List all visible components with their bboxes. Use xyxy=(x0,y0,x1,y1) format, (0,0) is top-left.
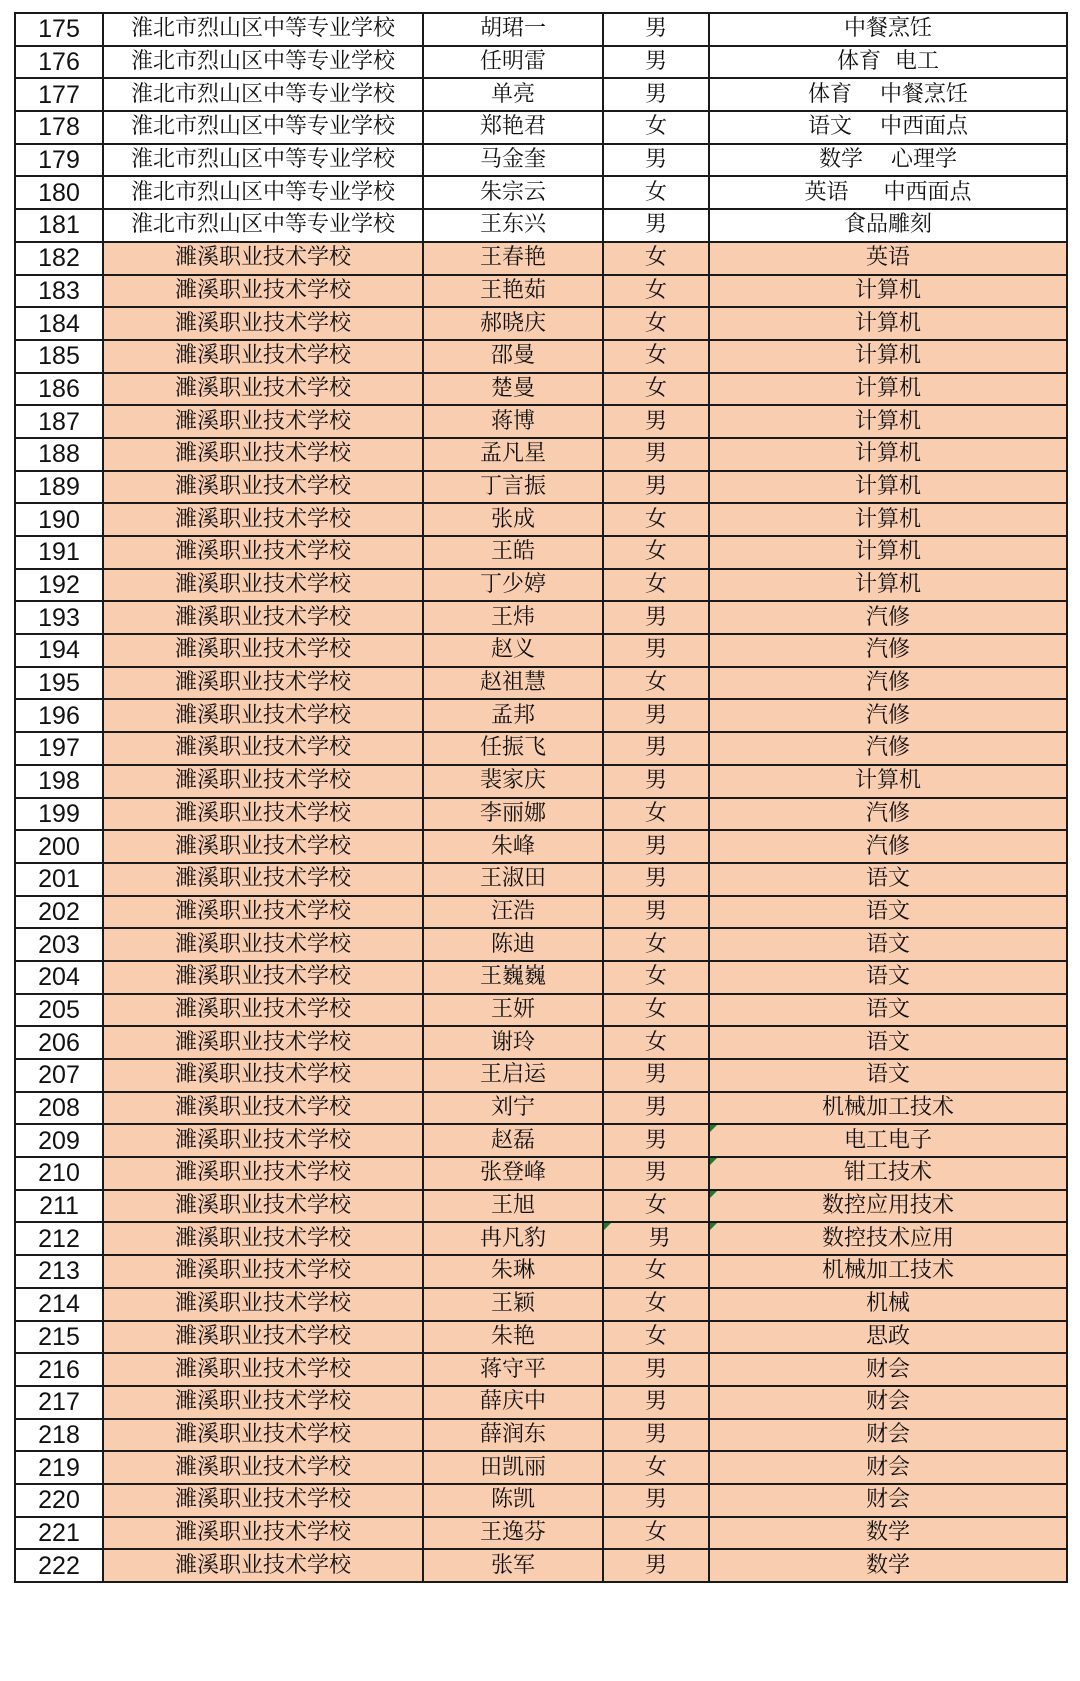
cell-gender[interactable]: 女 xyxy=(603,569,709,602)
cell-name[interactable]: 朱艳 xyxy=(423,1321,603,1354)
cell-school[interactable]: 濉溪职业技术学校 xyxy=(103,1092,423,1125)
table-row xyxy=(15,1092,1067,1125)
cell-school[interactable]: 淮北市烈山区中等专业学校 xyxy=(103,209,423,242)
cell-name[interactable]: 任振飞 xyxy=(423,732,603,765)
cell-subject[interactable]: 数学 xyxy=(709,1517,1067,1550)
cell-name[interactable]: 王炜 xyxy=(423,601,603,634)
table-row xyxy=(15,1386,1067,1419)
cell-name[interactable]: 丁言振 xyxy=(423,471,603,504)
table-row xyxy=(15,242,1067,275)
table-row xyxy=(15,798,1067,831)
cell-row-number[interactable]: 176 xyxy=(15,46,103,79)
table-row xyxy=(15,340,1067,373)
cell-row-number[interactable]: 200 xyxy=(15,830,103,863)
table-row xyxy=(15,699,1067,732)
cell-subject[interactable]: 机械加工技术 xyxy=(709,1092,1067,1125)
cell-row-number[interactable]: 183 xyxy=(15,275,103,308)
cell-subject[interactable]: 汽修 xyxy=(709,699,1067,732)
cell-row-number[interactable]: 185 xyxy=(15,340,103,373)
cell-subject[interactable]: 机械加工技术 xyxy=(709,1255,1067,1288)
cell-subject[interactable]: 汽修 xyxy=(709,798,1067,831)
cell-school[interactable]: 淮北市烈山区中等专业学校 xyxy=(103,13,423,46)
cell-row-number[interactable]: 179 xyxy=(15,144,103,177)
cell-row-number[interactable]: 195 xyxy=(15,667,103,700)
cell-school[interactable]: 濉溪职业技术学校 xyxy=(103,536,423,569)
cell-subject[interactable]: 电工电子 xyxy=(709,1124,1067,1157)
cell-name[interactable]: 王淑田 xyxy=(423,863,603,896)
cell-subject[interactable]: 汽修 xyxy=(709,732,1067,765)
cell-gender[interactable]: 男 xyxy=(603,863,709,896)
cell-row-number[interactable]: 196 xyxy=(15,699,103,732)
cell-name[interactable]: 薛庆中 xyxy=(423,1386,603,1419)
cell-name[interactable]: 丁少婷 xyxy=(423,569,603,602)
cell-school[interactable]: 濉溪职业技术学校 xyxy=(103,961,423,994)
cell-subject[interactable]: 计算机 xyxy=(709,471,1067,504)
cell-name[interactable]: 薛润东 xyxy=(423,1419,603,1452)
cell-gender[interactable]: 女 xyxy=(603,1517,709,1550)
cell-subject[interactable]: 机械 xyxy=(709,1288,1067,1321)
cell-gender[interactable]: 女 xyxy=(603,1451,709,1484)
cell-gender[interactable]: 男 xyxy=(603,1419,709,1452)
cell-name[interactable]: 郑艳君 xyxy=(423,111,603,144)
cell-school[interactable]: 濉溪职业技术学校 xyxy=(103,863,423,896)
cell-row-number[interactable]: 201 xyxy=(15,863,103,896)
table-row xyxy=(15,275,1067,308)
cell-name[interactable]: 张军 xyxy=(423,1549,603,1582)
cell-subject[interactable]: 数学 心理学 xyxy=(709,144,1067,177)
cell-subject[interactable]: 中餐烹饪 xyxy=(709,13,1067,46)
cell-school[interactable]: 濉溪职业技术学校 xyxy=(103,798,423,831)
cell-school[interactable]: 濉溪职业技术学校 xyxy=(103,471,423,504)
cell-subject[interactable]: 计算机 xyxy=(709,438,1067,471)
cell-subject[interactable]: 计算机 xyxy=(709,405,1067,438)
cell-school[interactable]: 濉溪职业技术学校 xyxy=(103,438,423,471)
table-row xyxy=(15,46,1067,79)
cell-row-number[interactable]: 190 xyxy=(15,503,103,536)
cell-name[interactable]: 张登峰 xyxy=(423,1157,603,1190)
cell-row-number[interactable]: 208 xyxy=(15,1092,103,1125)
cell-row-number[interactable]: 215 xyxy=(15,1321,103,1354)
cell-subject[interactable]: 语文 xyxy=(709,1059,1067,1092)
table-row xyxy=(15,405,1067,438)
cell-subject[interactable]: 财会 xyxy=(709,1353,1067,1386)
cell-gender[interactable]: 女 xyxy=(603,1255,709,1288)
cell-row-number[interactable]: 219 xyxy=(15,1451,103,1484)
cell-subject[interactable]: 计算机 xyxy=(709,569,1067,602)
cell-name[interactable]: 陈凯 xyxy=(423,1484,603,1517)
cell-subject[interactable]: 汽修 xyxy=(709,830,1067,863)
table-row xyxy=(15,176,1067,209)
cell-school[interactable]: 淮北市烈山区中等专业学校 xyxy=(103,111,423,144)
table-row xyxy=(15,373,1067,406)
table-row xyxy=(15,1321,1067,1354)
table-row xyxy=(15,209,1067,242)
cell-gender[interactable]: 女 xyxy=(603,176,709,209)
cell-gender[interactable]: 男 xyxy=(603,1386,709,1419)
cell-row-number[interactable]: 212 xyxy=(15,1222,103,1255)
cell-school[interactable]: 濉溪职业技术学校 xyxy=(103,373,423,406)
cell-subject[interactable]: 语文 xyxy=(709,928,1067,961)
cell-gender[interactable]: 男 xyxy=(603,896,709,929)
cell-subject[interactable]: 思政 xyxy=(709,1321,1067,1354)
cell-row-number[interactable]: 191 xyxy=(15,536,103,569)
cell-name[interactable]: 朱峰 xyxy=(423,830,603,863)
cell-subject[interactable]: 数学 xyxy=(709,1549,1067,1582)
cell-name[interactable]: 张成 xyxy=(423,503,603,536)
cell-row-number[interactable]: 187 xyxy=(15,405,103,438)
cell-subject[interactable]: 计算机 xyxy=(709,275,1067,308)
cell-name[interactable]: 孟凡星 xyxy=(423,438,603,471)
cell-subject[interactable]: 食品雕刻 xyxy=(709,209,1067,242)
cell-row-number[interactable]: 175 xyxy=(15,13,103,46)
cell-row-number[interactable]: 203 xyxy=(15,928,103,961)
cell-school[interactable]: 淮北市烈山区中等专业学校 xyxy=(103,176,423,209)
cell-row-number[interactable]: 204 xyxy=(15,961,103,994)
table-row xyxy=(15,1124,1067,1157)
cell-school[interactable]: 濉溪职业技术学校 xyxy=(103,242,423,275)
roster-table-body xyxy=(15,13,1067,1582)
cell-row-number[interactable]: 220 xyxy=(15,1484,103,1517)
cell-row-number[interactable]: 207 xyxy=(15,1059,103,1092)
cell-gender[interactable]: 女 xyxy=(603,928,709,961)
cell-row-number[interactable]: 213 xyxy=(15,1255,103,1288)
cell-name[interactable]: 王妍 xyxy=(423,994,603,1027)
cell-gender[interactable]: 女 xyxy=(603,1190,709,1223)
cell-name[interactable]: 邵曼 xyxy=(423,340,603,373)
cell-subject[interactable]: 语文 xyxy=(709,994,1067,1027)
table-row xyxy=(15,1059,1067,1092)
cell-row-number[interactable]: 182 xyxy=(15,242,103,275)
cell-school[interactable]: 濉溪职业技术学校 xyxy=(103,601,423,634)
cell-subject[interactable]: 计算机 xyxy=(709,373,1067,406)
cell-school[interactable]: 濉溪职业技术学校 xyxy=(103,1059,423,1092)
cell-school[interactable]: 濉溪职业技术学校 xyxy=(103,667,423,700)
cell-school[interactable]: 濉溪职业技术学校 xyxy=(103,1157,423,1190)
cell-name[interactable]: 郝晓庆 xyxy=(423,307,603,340)
cell-school[interactable]: 濉溪职业技术学校 xyxy=(103,765,423,798)
table-row xyxy=(15,111,1067,144)
cell-name[interactable]: 赵义 xyxy=(423,634,603,667)
cell-school[interactable]: 濉溪职业技术学校 xyxy=(103,307,423,340)
cell-row-number[interactable]: 199 xyxy=(15,798,103,831)
cell-name[interactable]: 陈迪 xyxy=(423,928,603,961)
table-row xyxy=(15,601,1067,634)
cell-row-number[interactable]: 186 xyxy=(15,373,103,406)
cell-gender[interactable]: 女 xyxy=(603,536,709,569)
cell-name[interactable]: 李丽娜 xyxy=(423,798,603,831)
cell-school[interactable]: 濉溪职业技术学校 xyxy=(103,1288,423,1321)
cell-school[interactable]: 濉溪职业技术学校 xyxy=(103,1026,423,1059)
cell-name[interactable]: 蒋博 xyxy=(423,405,603,438)
roster-table xyxy=(14,12,1068,1583)
cell-gender[interactable]: 女 xyxy=(603,373,709,406)
table-row xyxy=(15,307,1067,340)
cell-name[interactable]: 蒋守平 xyxy=(423,1353,603,1386)
cell-school[interactable]: 濉溪职业技术学校 xyxy=(103,928,423,961)
cell-gender[interactable]: 男 xyxy=(603,46,709,79)
table-row xyxy=(15,961,1067,994)
cell-gender[interactable]: 男 xyxy=(603,634,709,667)
cell-gender[interactable]: 女 xyxy=(603,667,709,700)
cell-school[interactable]: 濉溪职业技术学校 xyxy=(103,1419,423,1452)
cell-name[interactable]: 王旭 xyxy=(423,1190,603,1223)
cell-name[interactable]: 王皓 xyxy=(423,536,603,569)
cell-school[interactable]: 濉溪职业技术学校 xyxy=(103,1484,423,1517)
table-row xyxy=(15,144,1067,177)
cell-gender[interactable]: 男 xyxy=(603,471,709,504)
table-row xyxy=(15,1353,1067,1386)
cell-name[interactable]: 赵祖慧 xyxy=(423,667,603,700)
cell-gender[interactable]: 男 xyxy=(603,209,709,242)
cell-gender[interactable]: 女 xyxy=(603,1026,709,1059)
cell-school[interactable]: 濉溪职业技术学校 xyxy=(103,1124,423,1157)
cell-row-number[interactable]: 192 xyxy=(15,569,103,602)
cell-gender[interactable]: 女 xyxy=(603,1321,709,1354)
cell-name[interactable]: 王巍巍 xyxy=(423,961,603,994)
table-row xyxy=(15,732,1067,765)
cell-subject[interactable]: 英语 中西面点 xyxy=(709,176,1067,209)
cell-gender[interactable]: 男 xyxy=(603,405,709,438)
cell-row-number[interactable]: 198 xyxy=(15,765,103,798)
cell-school[interactable]: 濉溪职业技术学校 xyxy=(103,1353,423,1386)
cell-row-number[interactable]: 194 xyxy=(15,634,103,667)
table-row xyxy=(15,1222,1067,1255)
cell-gender[interactable]: 男 xyxy=(603,1124,709,1157)
table-row xyxy=(15,13,1067,46)
cell-gender[interactable]: 女 xyxy=(603,340,709,373)
cell-school[interactable]: 濉溪职业技术学校 xyxy=(103,732,423,765)
cell-school[interactable]: 淮北市烈山区中等专业学校 xyxy=(103,78,423,111)
cell-gender[interactable]: 女 xyxy=(603,242,709,275)
cell-row-number[interactable]: 189 xyxy=(15,471,103,504)
cell-gender[interactable]: 男 xyxy=(603,144,709,177)
cell-subject[interactable]: 财会 xyxy=(709,1386,1067,1419)
cell-name[interactable]: 田凯丽 xyxy=(423,1451,603,1484)
cell-row-number[interactable]: 217 xyxy=(15,1386,103,1419)
cell-gender[interactable]: 男 xyxy=(603,1353,709,1386)
cell-gender[interactable]: 男 xyxy=(603,1157,709,1190)
cell-subject[interactable]: 计算机 xyxy=(709,340,1067,373)
cell-school[interactable]: 濉溪职业技术学校 xyxy=(103,1190,423,1223)
cell-gender[interactable]: 男 xyxy=(603,765,709,798)
cell-name[interactable]: 王东兴 xyxy=(423,209,603,242)
cell-school[interactable]: 濉溪职业技术学校 xyxy=(103,569,423,602)
cell-row-number[interactable]: 177 xyxy=(15,78,103,111)
cell-name[interactable]: 朱琳 xyxy=(423,1255,603,1288)
cell-name[interactable]: 赵磊 xyxy=(423,1124,603,1157)
cell-row-number[interactable]: 184 xyxy=(15,307,103,340)
cell-gender[interactable]: 女 xyxy=(603,111,709,144)
cell-gender[interactable]: 女 xyxy=(603,1288,709,1321)
cell-name[interactable]: 裴家庆 xyxy=(423,765,603,798)
table-row xyxy=(15,471,1067,504)
cell-school[interactable]: 濉溪职业技术学校 xyxy=(103,896,423,929)
cell-name[interactable]: 孟邦 xyxy=(423,699,603,732)
cell-name[interactable]: 朱宗云 xyxy=(423,176,603,209)
cell-subject[interactable]: 体育 电工 xyxy=(709,46,1067,79)
table-row xyxy=(15,536,1067,569)
cell-subject[interactable]: 汽修 xyxy=(709,601,1067,634)
cell-name[interactable]: 楚曼 xyxy=(423,373,603,406)
cell-row-number[interactable]: 214 xyxy=(15,1288,103,1321)
cell-gender[interactable]: 女 xyxy=(603,275,709,308)
cell-row-number[interactable]: 221 xyxy=(15,1517,103,1550)
cell-name[interactable]: 王艳茹 xyxy=(423,275,603,308)
cell-gender[interactable]: 男 xyxy=(603,1059,709,1092)
cell-gender[interactable]: 男 xyxy=(603,438,709,471)
cell-gender[interactable]: 女 xyxy=(603,798,709,831)
table-row xyxy=(15,896,1067,929)
table-row xyxy=(15,438,1067,471)
cell-name[interactable]: 王春艳 xyxy=(423,242,603,275)
cell-row-number[interactable]: 216 xyxy=(15,1353,103,1386)
cell-subject[interactable]: 财会 xyxy=(709,1484,1067,1517)
cell-subject[interactable]: 计算机 xyxy=(709,536,1067,569)
cell-name[interactable]: 谢玲 xyxy=(423,1026,603,1059)
cell-subject[interactable]: 语文 xyxy=(709,896,1067,929)
cell-row-number[interactable]: 193 xyxy=(15,601,103,634)
cell-gender[interactable]: 男 xyxy=(603,699,709,732)
cell-school[interactable]: 濉溪职业技术学校 xyxy=(103,1451,423,1484)
cell-gender[interactable]: 男 xyxy=(603,601,709,634)
cell-school[interactable]: 濉溪职业技术学校 xyxy=(103,1549,423,1582)
table-row xyxy=(15,1517,1067,1550)
cell-subject[interactable]: 汽修 xyxy=(709,634,1067,667)
table-row xyxy=(15,1157,1067,1190)
cell-name[interactable]: 王启运 xyxy=(423,1059,603,1092)
table-row xyxy=(15,1451,1067,1484)
cell-row-number[interactable]: 202 xyxy=(15,896,103,929)
table-row xyxy=(15,1288,1067,1321)
table-row xyxy=(15,928,1067,961)
cell-subject[interactable]: 数控应用技术 xyxy=(709,1190,1067,1223)
cell-school[interactable]: 濉溪职业技术学校 xyxy=(103,1386,423,1419)
table-row xyxy=(15,1419,1067,1452)
cell-subject[interactable]: 语文 xyxy=(709,1026,1067,1059)
cell-subject[interactable]: 财会 xyxy=(709,1451,1067,1484)
cell-school[interactable]: 濉溪职业技术学校 xyxy=(103,275,423,308)
cell-gender[interactable]: 男 xyxy=(603,1222,709,1255)
cell-school[interactable]: 淮北市烈山区中等专业学校 xyxy=(103,144,423,177)
cell-school[interactable]: 濉溪职业技术学校 xyxy=(103,405,423,438)
cell-row-number[interactable]: 197 xyxy=(15,732,103,765)
cell-school[interactable]: 濉溪职业技术学校 xyxy=(103,634,423,667)
cell-row-number[interactable]: 205 xyxy=(15,994,103,1027)
table-row xyxy=(15,994,1067,1027)
cell-name[interactable]: 王颖 xyxy=(423,1288,603,1321)
cell-subject[interactable]: 语文 xyxy=(709,961,1067,994)
table-row xyxy=(15,1549,1067,1582)
cell-name[interactable]: 刘宁 xyxy=(423,1092,603,1125)
cell-subject[interactable]: 体育 中餐烹饪 xyxy=(709,78,1067,111)
cell-subject[interactable]: 汽修 xyxy=(709,667,1067,700)
table-row xyxy=(15,765,1067,798)
cell-row-number[interactable]: 218 xyxy=(15,1419,103,1452)
cell-school[interactable]: 濉溪职业技术学校 xyxy=(103,830,423,863)
cell-subject[interactable]: 计算机 xyxy=(709,503,1067,536)
cell-name[interactable]: 单亮 xyxy=(423,78,603,111)
cell-row-number[interactable]: 206 xyxy=(15,1026,103,1059)
cell-row-number[interactable]: 181 xyxy=(15,209,103,242)
cell-school[interactable]: 濉溪职业技术学校 xyxy=(103,503,423,536)
table-row xyxy=(15,1484,1067,1517)
cell-row-number[interactable]: 210 xyxy=(15,1157,103,1190)
table-row xyxy=(15,667,1067,700)
cell-name[interactable]: 胡珺一 xyxy=(423,13,603,46)
table-row xyxy=(15,503,1067,536)
cell-name[interactable]: 冉凡豹 xyxy=(423,1222,603,1255)
cell-name[interactable]: 汪浩 xyxy=(423,896,603,929)
cell-school[interactable]: 濉溪职业技术学校 xyxy=(103,1222,423,1255)
table-row xyxy=(15,569,1067,602)
cell-subject[interactable]: 钳工技术 xyxy=(709,1157,1067,1190)
cell-school[interactable]: 濉溪职业技术学校 xyxy=(103,699,423,732)
cell-school[interactable]: 淮北市烈山区中等专业学校 xyxy=(103,46,423,79)
cell-school[interactable]: 濉溪职业技术学校 xyxy=(103,1517,423,1550)
cell-subject[interactable]: 语文 中西面点 xyxy=(709,111,1067,144)
table-row xyxy=(15,830,1067,863)
cell-subject[interactable]: 计算机 xyxy=(709,307,1067,340)
cell-gender[interactable]: 男 xyxy=(603,1549,709,1582)
cell-name[interactable]: 王逸芬 xyxy=(423,1517,603,1550)
cell-row-number[interactable]: 178 xyxy=(15,111,103,144)
table-row xyxy=(15,1190,1067,1223)
cell-school[interactable]: 濉溪职业技术学校 xyxy=(103,1321,423,1354)
cell-gender[interactable]: 男 xyxy=(603,78,709,111)
cell-row-number[interactable]: 209 xyxy=(15,1124,103,1157)
cell-gender[interactable]: 女 xyxy=(603,307,709,340)
cell-gender[interactable]: 女 xyxy=(603,994,709,1027)
cell-row-number[interactable]: 211 xyxy=(15,1190,103,1223)
cell-name[interactable]: 马金奎 xyxy=(423,144,603,177)
cell-gender[interactable]: 男 xyxy=(603,830,709,863)
cell-gender[interactable]: 男 xyxy=(603,1484,709,1517)
cell-gender[interactable]: 男 xyxy=(603,1092,709,1125)
table-row xyxy=(15,78,1067,111)
table-row xyxy=(15,634,1067,667)
cell-subject[interactable]: 计算机 xyxy=(709,765,1067,798)
table-row xyxy=(15,863,1067,896)
cell-school[interactable]: 濉溪职业技术学校 xyxy=(103,994,423,1027)
cell-row-number[interactable]: 222 xyxy=(15,1549,103,1582)
cell-row-number[interactable]: 188 xyxy=(15,438,103,471)
table-row xyxy=(15,1026,1067,1059)
table-row xyxy=(15,1255,1067,1288)
cell-subject[interactable]: 财会 xyxy=(709,1419,1067,1452)
cell-school[interactable]: 濉溪职业技术学校 xyxy=(103,1255,423,1288)
cell-gender[interactable]: 女 xyxy=(603,503,709,536)
cell-school[interactable]: 濉溪职业技术学校 xyxy=(103,340,423,373)
cell-subject[interactable]: 数控技术应用 xyxy=(709,1222,1067,1255)
cell-row-number[interactable]: 180 xyxy=(15,176,103,209)
cell-gender[interactable]: 男 xyxy=(603,732,709,765)
cell-subject[interactable]: 英语 xyxy=(709,242,1067,275)
cell-name[interactable]: 任明雷 xyxy=(423,46,603,79)
cell-gender[interactable]: 女 xyxy=(603,961,709,994)
cell-gender[interactable]: 男 xyxy=(603,13,709,46)
cell-subject[interactable]: 语文 xyxy=(709,863,1067,896)
